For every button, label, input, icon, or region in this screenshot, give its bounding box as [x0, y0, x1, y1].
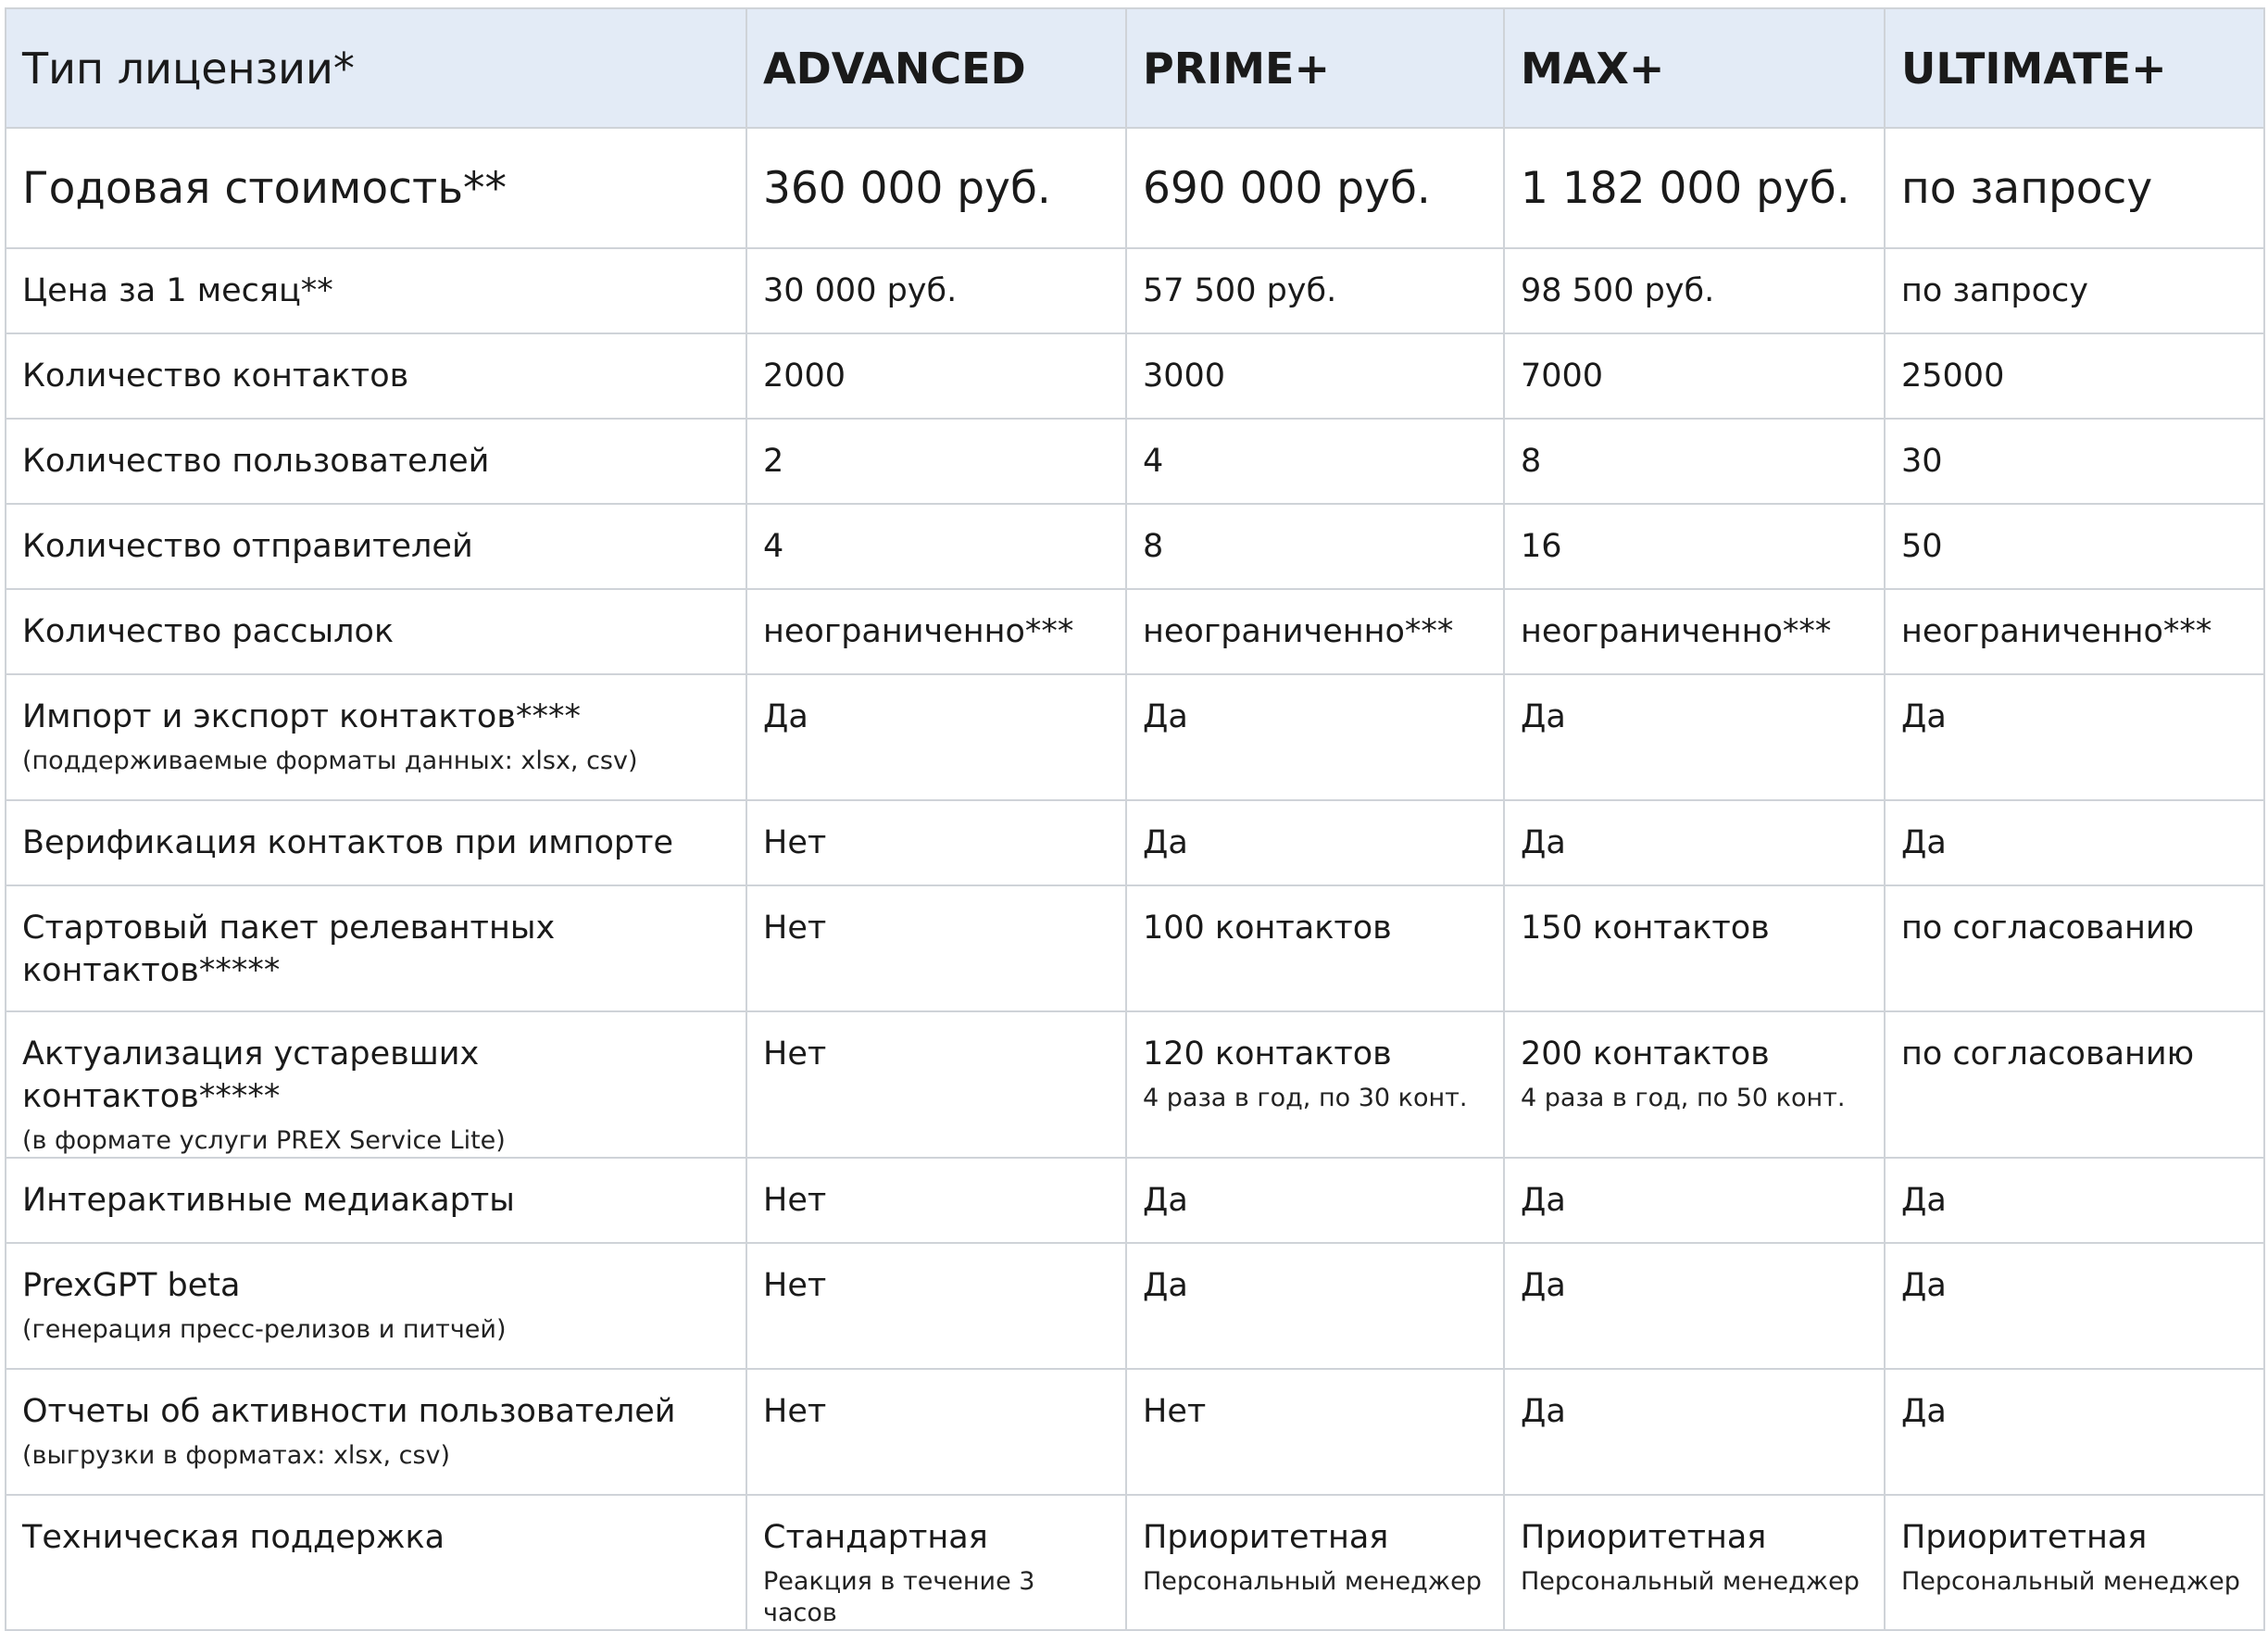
cell-value: Нет [763, 1035, 827, 1073]
cell-value: 2 [763, 443, 784, 480]
value-cell [1885, 419, 2264, 504]
price-cell: по запросу [1885, 128, 2264, 248]
row-label: Годовая стоимость** [6, 128, 746, 248]
cell-value: 8 [1521, 443, 1542, 480]
cell-value: Да [1143, 698, 1188, 735]
cell-value: 7000 [1521, 358, 1604, 395]
cell-value: 16 [1521, 528, 1562, 565]
value-cell [1504, 589, 1885, 674]
row-label-cell [6, 674, 746, 800]
cell-value: Да [1143, 1182, 1188, 1219]
price-cell: 360 000 руб. [746, 128, 1126, 248]
row-label: Интерактивные медиакарты [22, 1182, 515, 1219]
row-label-cell [6, 885, 746, 1011]
price-cell: 1 182 000 руб. [1504, 128, 1885, 248]
row-note: (в формате услуги PREX Service Lite) [22, 1126, 506, 1155]
cell-value: 2000 [763, 358, 846, 395]
value-cell [1126, 248, 1504, 333]
cell-value: Да [1901, 698, 1947, 735]
cell-value: неограниченно*** [763, 613, 1074, 650]
value-cell [746, 1369, 1126, 1495]
value-cell [1885, 589, 2264, 674]
value-cell [1504, 1495, 1885, 1630]
cell-value: Нет [763, 1182, 827, 1219]
cell-value: 3000 [1143, 358, 1226, 395]
value-cell [1885, 674, 2264, 800]
table-row [6, 1369, 2264, 1495]
row-label: Импорт и экспорт контактов**** [22, 698, 581, 735]
cell-value: по запросу [1901, 272, 2088, 309]
value-cell [1885, 885, 2264, 1011]
value-cell [1126, 1369, 1504, 1495]
value-cell [1885, 1158, 2264, 1243]
row-label: Количество пользователей [22, 443, 490, 480]
row-label: Цена за 1 месяц** [22, 272, 333, 309]
cell-value: 30 [1901, 443, 1943, 480]
row-label: Актуализация устаревших контактов***** [22, 1035, 480, 1115]
row-label-cell [6, 248, 746, 333]
cell-subvalue: Реакция в течение 3 часов [763, 1567, 1035, 1627]
cell-value: Стандартная [763, 1519, 988, 1556]
value-cell [1126, 333, 1504, 419]
cell-subvalue: Персональный менеджер [1521, 1567, 1860, 1596]
table-header-row [6, 8, 2264, 128]
value-cell [1885, 333, 2264, 419]
cell-value: Да [1901, 1267, 1947, 1304]
value-cell [746, 1011, 1126, 1158]
value-cell [746, 1495, 1126, 1630]
cell-subvalue: 4 раза в год, по 50 конт. [1521, 1084, 1846, 1112]
cell-value: 150 контактов [1521, 910, 1770, 947]
cell-subvalue: Персональный менеджер [1901, 1567, 2240, 1596]
row-note: (генерация пресс-релизов и питчей) [22, 1315, 507, 1344]
cell-value: Нет [763, 1393, 827, 1430]
value-cell [1126, 419, 1504, 504]
row-label: Техническая поддержка [22, 1519, 445, 1556]
cell-value: неограниченно*** [1521, 613, 1832, 650]
cell-value: 120 контактов [1143, 1035, 1392, 1073]
cell-value: 4 [1143, 443, 1164, 480]
value-cell [1504, 1369, 1885, 1495]
plan-max-header: MAX+ [1504, 8, 1885, 128]
value-cell [1885, 800, 2264, 885]
plan-prime-header: PRIME+ [1126, 8, 1504, 128]
value-cell [1126, 1495, 1504, 1630]
row-label: Количество контактов [22, 358, 409, 395]
cell-value: Да [1901, 824, 1947, 861]
row-label-cell [6, 1158, 746, 1243]
value-cell [1885, 1011, 2264, 1158]
value-cell [1885, 504, 2264, 589]
cell-value: Да [1901, 1393, 1947, 1430]
cell-subvalue: Персональный менеджер [1143, 1567, 1482, 1596]
cell-subvalue: 4 раза в год, по 30 конт. [1143, 1084, 1468, 1112]
value-cell [746, 800, 1126, 885]
row-label: PrexGPT beta [22, 1267, 241, 1304]
value-cell [1504, 1243, 1885, 1369]
row-label: Отчеты об активности пользователей [22, 1393, 676, 1430]
cell-value: 4 [763, 528, 784, 565]
value-cell [1126, 589, 1504, 674]
cell-value: Да [1901, 1182, 1947, 1219]
table-row [6, 1243, 2264, 1369]
table-row [6, 1495, 2264, 1630]
table-row [6, 1158, 2264, 1243]
value-cell [1504, 333, 1885, 419]
value-cell [1504, 1011, 1885, 1158]
row-label-cell [6, 589, 746, 674]
cell-value: 100 контактов [1143, 910, 1392, 947]
value-cell [1126, 1243, 1504, 1369]
value-cell [746, 504, 1126, 589]
value-cell [1504, 248, 1885, 333]
cell-value: 30 000 руб. [763, 272, 958, 309]
value-cell [1504, 674, 1885, 800]
value-cell [1504, 504, 1885, 589]
cell-value: 200 контактов [1521, 1035, 1770, 1073]
table-row [6, 885, 2264, 1011]
license-pricing-table [5, 7, 2265, 1631]
cell-value: Приоритетная [1901, 1519, 2148, 1556]
cell-value: Да [1143, 1267, 1188, 1304]
cell-value: Нет [763, 910, 827, 947]
value-cell [746, 885, 1126, 1011]
cell-value: Да [1521, 698, 1566, 735]
value-cell [746, 589, 1126, 674]
row-label-cell [6, 504, 746, 589]
cell-value: по согласованию [1901, 1035, 2195, 1073]
value-cell [1504, 419, 1885, 504]
row-note: (поддерживаемые форматы данных: xlsx, csv) [22, 746, 638, 775]
value-cell [1126, 800, 1504, 885]
row-label-cell [6, 800, 746, 885]
cell-value: 57 500 руб. [1143, 272, 1337, 309]
table-row [6, 333, 2264, 419]
value-cell [746, 333, 1126, 419]
cell-value: Да [1521, 1267, 1566, 1304]
plan-ultimate-header: ULTIMATE+ [1885, 8, 2264, 128]
table-row [6, 674, 2264, 800]
value-cell [1126, 504, 1504, 589]
value-cell [746, 248, 1126, 333]
row-note: (выгрузки в форматах: xlsx, csv) [22, 1441, 451, 1470]
row-label-cell [6, 1243, 746, 1369]
row-label: Количество рассылок [22, 613, 395, 650]
value-cell [1126, 1011, 1504, 1158]
cell-value: Да [1521, 1182, 1566, 1219]
annual-price-row [6, 128, 2264, 248]
table-row [6, 248, 2264, 333]
cell-value: Нет [1143, 1393, 1207, 1430]
cell-value: 8 [1143, 528, 1164, 565]
header-label: Тип лицензии* [6, 8, 746, 128]
value-cell [1885, 1243, 2264, 1369]
cell-value: Да [1521, 824, 1566, 861]
value-cell [746, 1243, 1126, 1369]
cell-value: Приоритетная [1521, 1519, 1767, 1556]
value-cell [1885, 1369, 2264, 1495]
price-cell: 690 000 руб. [1126, 128, 1504, 248]
table-row [6, 800, 2264, 885]
row-label-cell [6, 333, 746, 419]
row-label: Стартовый пакет релевантных контактов***** [22, 910, 556, 989]
value-cell [746, 419, 1126, 504]
table-row [6, 1011, 2264, 1158]
row-label-cell [6, 1369, 746, 1495]
plan-advanced-header: ADVANCED [746, 8, 1126, 128]
cell-value: по согласованию [1901, 910, 2195, 947]
cell-value: 98 500 руб. [1521, 272, 1715, 309]
cell-value: 50 [1901, 528, 1943, 565]
row-label-cell [6, 1495, 746, 1630]
value-cell [1504, 1158, 1885, 1243]
cell-value: неограниченно*** [1901, 613, 2212, 650]
cell-value: неограниченно*** [1143, 613, 1454, 650]
cell-value: Да [763, 698, 808, 735]
cell-value: Да [1143, 824, 1188, 861]
table-row [6, 504, 2264, 589]
value-cell [1504, 800, 1885, 885]
value-cell [1126, 1158, 1504, 1243]
table-row [6, 419, 2264, 504]
value-cell [1504, 885, 1885, 1011]
row-label-cell [6, 1011, 746, 1158]
row-label: Количество отправителей [22, 528, 473, 565]
value-cell [1126, 674, 1504, 800]
value-cell [746, 1158, 1126, 1243]
value-cell [1885, 1495, 2264, 1630]
cell-value: Приоритетная [1143, 1519, 1389, 1556]
value-cell [746, 674, 1126, 800]
table-row [6, 589, 2264, 674]
row-label-cell [6, 419, 746, 504]
cell-value: Нет [763, 1267, 827, 1304]
value-cell [1126, 885, 1504, 1011]
cell-value: 25000 [1901, 358, 2005, 395]
value-cell [1885, 248, 2264, 333]
row-label: Верификация контактов при импорте [22, 824, 674, 861]
cell-value: Да [1521, 1393, 1566, 1430]
cell-value: Нет [763, 824, 827, 861]
